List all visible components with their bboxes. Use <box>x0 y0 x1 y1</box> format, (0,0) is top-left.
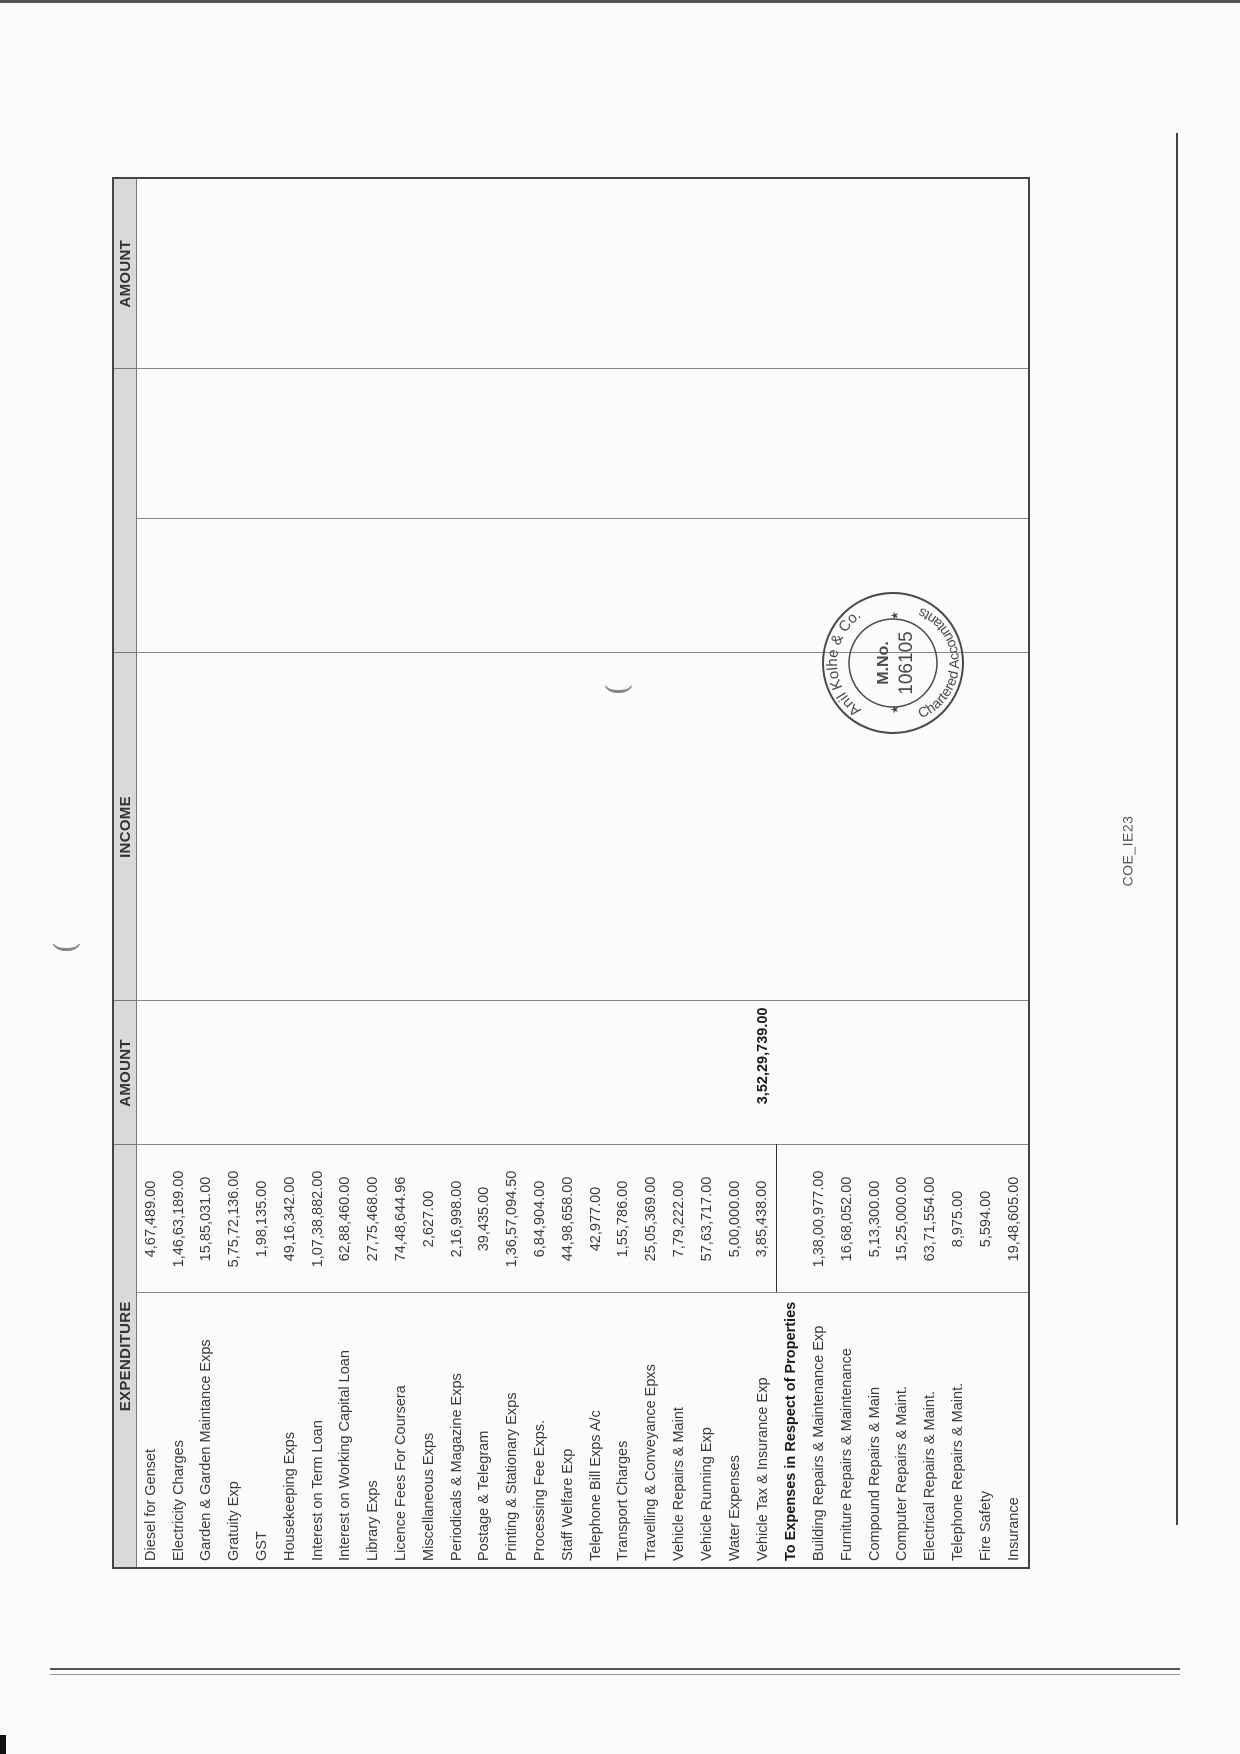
income-amount-cell <box>637 369 665 519</box>
income-cell <box>165 653 193 1001</box>
income-total-cell <box>1000 178 1029 369</box>
expense-amount: 1,07,38,882.00 <box>304 1145 332 1293</box>
expense-label: GST <box>248 1293 276 1568</box>
expense-amount: 5,75,72,136.00 <box>220 1145 248 1293</box>
income-amount-cell <box>498 519 526 653</box>
expense-amount: 1,38,00,977.00 <box>805 1145 833 1293</box>
income-cell <box>137 653 165 1001</box>
income-amount-cell <box>193 519 221 653</box>
expense-total <box>165 1001 193 1145</box>
income-total-cell <box>805 178 833 369</box>
income-amount-cell <box>721 519 749 653</box>
expense-label: Building Repairs & Maintenance Exp <box>805 1293 833 1568</box>
table-row <box>359 178 387 1568</box>
income-amount-cell <box>220 519 248 653</box>
seal-star-right: ★ <box>890 611 901 620</box>
expense-label: Diesel for Genset <box>137 1293 165 1568</box>
income-amount-cell <box>359 369 387 519</box>
expense-amount: 42,977.00 <box>582 1145 610 1293</box>
expense-label: Postage & Telegram <box>471 1293 499 1568</box>
expense-label: Gratuity Exp <box>220 1293 248 1568</box>
expense-amount: 5,00,000.00 <box>721 1145 749 1293</box>
expense-total <box>693 1001 721 1145</box>
table-row <box>137 178 165 1568</box>
table-row <box>554 178 582 1568</box>
income-amount-cell <box>889 369 917 519</box>
expense-total <box>332 1001 360 1145</box>
table-row <box>861 178 889 1568</box>
income-amount-cell <box>165 519 193 653</box>
income-amount-cell <box>554 519 582 653</box>
income-total-cell <box>165 178 193 369</box>
expense-total <box>665 1001 693 1145</box>
table-row <box>665 178 693 1568</box>
income-amount-cell <box>304 369 332 519</box>
expense-label: Staff Welfare Exp <box>554 1293 582 1568</box>
expense-amount: 19,48,605.00 <box>1000 1145 1029 1293</box>
ledger-table <box>112 177 1030 1569</box>
income-total-cell <box>387 178 415 369</box>
income-total-cell <box>248 178 276 369</box>
income-cell <box>415 653 443 1001</box>
income-total-cell <box>916 178 944 369</box>
expense-total <box>805 1001 833 1145</box>
expense-label: Interest on Working Capital Loan <box>332 1293 360 1568</box>
income-amount-cell <box>526 519 554 653</box>
expense-label: Printing & Stationary Exps <box>498 1293 526 1568</box>
expense-label: Telephone Bill Exps A/c <box>582 1293 610 1568</box>
income-total-cell <box>471 178 499 369</box>
income-total-cell <box>777 178 805 369</box>
income-cell <box>554 653 582 1001</box>
expense-total <box>248 1001 276 1145</box>
expense-amount: 4,67,489.00 <box>137 1145 165 1293</box>
expense-amount: 62,88,460.00 <box>332 1145 360 1293</box>
header-amount-right-blank <box>113 369 137 653</box>
expense-amount: 1,55,786.00 <box>610 1145 638 1293</box>
expense-label: Telephone Repairs & Maint. <box>944 1293 972 1568</box>
table-row <box>582 178 610 1568</box>
income-amount-cell <box>415 519 443 653</box>
seal-mno: M.No. <box>875 641 892 685</box>
income-amount-cell <box>387 369 415 519</box>
expense-total <box>220 1001 248 1145</box>
expense-label: Miscellaneous Exps <box>415 1293 443 1568</box>
income-amount-cell <box>861 369 889 519</box>
table-row <box>193 178 221 1568</box>
income-total-cell <box>861 178 889 369</box>
income-cell <box>972 653 1000 1001</box>
expense-amount: 57,63,717.00 <box>693 1145 721 1293</box>
expense-total: 3,52,29,739.00 <box>749 1001 777 1145</box>
expense-total <box>276 1001 304 1145</box>
income-amount-cell <box>554 369 582 519</box>
income-cell <box>610 653 638 1001</box>
expense-amount: 27,75,468.00 <box>359 1145 387 1293</box>
expense-total <box>637 1001 665 1145</box>
income-total-cell <box>276 178 304 369</box>
punch-hole-mark: ( <box>600 683 636 696</box>
income-amount-cell <box>833 369 861 519</box>
income-amount-cell <box>165 369 193 519</box>
table-row <box>637 178 665 1568</box>
income-total-cell <box>415 178 443 369</box>
expense-label: Insurance <box>1000 1293 1029 1568</box>
expense-amount: 39,435.00 <box>471 1145 499 1293</box>
income-cell <box>526 653 554 1001</box>
page-bottom-rule <box>50 1668 1180 1670</box>
income-total-cell <box>972 178 1000 369</box>
income-cell <box>1000 653 1029 1001</box>
expense-total <box>972 1001 1000 1145</box>
expense-label: To Expenses in Respect of Properties <box>777 1293 805 1568</box>
income-amount-cell <box>332 519 360 653</box>
table-row <box>276 178 304 1568</box>
income-amount-cell <box>137 369 165 519</box>
expense-label: Furniture Repairs & Maintenance <box>833 1293 861 1568</box>
table-row <box>471 178 499 1568</box>
income-amount-cell <box>443 519 471 653</box>
income-amount-cell <box>693 519 721 653</box>
expense-label: Vehicle Tax & Insurance Exp <box>749 1293 777 1568</box>
table-row <box>387 178 415 1568</box>
expense-amount <box>777 1145 805 1293</box>
income-amount-cell <box>248 519 276 653</box>
expense-amount: 1,36,57,094.50 <box>498 1145 526 1293</box>
income-amount-cell <box>972 369 1000 519</box>
expense-label: Periodicals & Magazine Exps <box>443 1293 471 1568</box>
chartered-accountant-seal <box>820 590 966 736</box>
income-amount-cell <box>137 519 165 653</box>
page-bottom-rule-faint <box>50 1674 1180 1675</box>
expense-total <box>861 1001 889 1145</box>
income-amount-cell <box>415 369 443 519</box>
expense-total <box>443 1001 471 1145</box>
header-amount-right: AMOUNT <box>113 178 137 369</box>
income-cell <box>665 653 693 1001</box>
income-amount-cell <box>526 369 554 519</box>
income-cell <box>721 653 749 1001</box>
income-total-cell <box>637 178 665 369</box>
income-total-cell <box>582 178 610 369</box>
expense-total <box>471 1001 499 1145</box>
expense-total <box>554 1001 582 1145</box>
income-amount-cell <box>944 369 972 519</box>
table-row <box>304 178 332 1568</box>
expense-label: Transport Charges <box>610 1293 638 1568</box>
expense-amount: 1,98,135.00 <box>248 1145 276 1293</box>
income-total-cell <box>193 178 221 369</box>
income-amount-cell <box>498 369 526 519</box>
document-code: COE_IE23 <box>1119 815 1136 887</box>
income-amount-cell <box>777 369 805 519</box>
income-total-cell <box>665 178 693 369</box>
income-amount-cell <box>637 519 665 653</box>
expense-total <box>1000 1001 1029 1145</box>
income-total-cell <box>526 178 554 369</box>
income-cell <box>276 653 304 1001</box>
expense-amount: 15,85,031.00 <box>193 1145 221 1293</box>
table-row <box>972 178 1000 1568</box>
expense-total <box>777 1001 805 1145</box>
income-total-cell <box>304 178 332 369</box>
income-amount-cell <box>916 369 944 519</box>
expense-total <box>415 1001 443 1145</box>
income-expenditure-table <box>112 179 1021 1569</box>
expense-total <box>359 1001 387 1145</box>
punch-hole-mark: ( <box>48 941 84 954</box>
table-row <box>443 178 471 1568</box>
scan-top-edge <box>0 0 1240 3</box>
table-row <box>749 178 777 1568</box>
income-total-cell <box>944 178 972 369</box>
table-row <box>165 178 193 1568</box>
expense-amount: 6,84,904.00 <box>526 1145 554 1293</box>
header-income: INCOME <box>113 653 137 1001</box>
expense-total <box>833 1001 861 1145</box>
table-row <box>220 178 248 1568</box>
income-amount-cell <box>193 369 221 519</box>
expense-total <box>304 1001 332 1145</box>
income-total-cell <box>137 178 165 369</box>
income-amount-cell <box>665 519 693 653</box>
income-total-cell <box>554 178 582 369</box>
income-amount-cell <box>1000 519 1029 653</box>
table-row <box>332 178 360 1568</box>
expense-amount: 16,68,052.00 <box>833 1145 861 1293</box>
expense-total <box>137 1001 165 1145</box>
expense-total <box>610 1001 638 1145</box>
expense-label: Processing Fee Exps. <box>526 1293 554 1568</box>
income-cell <box>471 653 499 1001</box>
income-amount-cell <box>582 519 610 653</box>
income-total-cell <box>693 178 721 369</box>
income-total-cell <box>889 178 917 369</box>
expense-total <box>193 1001 221 1145</box>
expense-amount: 5,13,300.00 <box>861 1145 889 1293</box>
expense-label: Licence Fees For Coursera <box>387 1293 415 1568</box>
table-row <box>944 178 972 1568</box>
table-row <box>777 178 805 1568</box>
income-total-cell <box>833 178 861 369</box>
expense-total <box>582 1001 610 1145</box>
income-total-cell <box>498 178 526 369</box>
expense-label: Library Exps <box>359 1293 387 1568</box>
income-amount-cell <box>248 369 276 519</box>
income-cell <box>637 653 665 1001</box>
table-row <box>526 178 554 1568</box>
expense-label: Computer Repairs & Maint. <box>889 1293 917 1568</box>
header-expenditure: EXPENDITURE <box>113 1145 137 1568</box>
income-amount-cell <box>777 519 805 653</box>
income-amount-cell <box>471 519 499 653</box>
income-cell <box>220 653 248 1001</box>
expense-label: Compound Repairs & Main <box>861 1293 889 1568</box>
table-row <box>889 178 917 1568</box>
income-amount-cell <box>220 369 248 519</box>
table-row <box>833 178 861 1568</box>
income-cell <box>777 653 805 1001</box>
income-total-cell <box>359 178 387 369</box>
income-cell <box>498 653 526 1001</box>
income-amount-cell <box>304 519 332 653</box>
table-row <box>498 178 526 1568</box>
expense-amount: 5,594.00 <box>972 1145 1000 1293</box>
income-total-cell <box>332 178 360 369</box>
income-cell <box>443 653 471 1001</box>
expense-label: Fire Safety <box>972 1293 1000 1568</box>
expense-amount: 15,25,000.00 <box>889 1145 917 1293</box>
seal-ring-bottom: Chartered Accountants <box>915 604 963 722</box>
expense-label: Garden & Garden Maintance Exps <box>193 1293 221 1568</box>
income-amount-cell <box>721 369 749 519</box>
expense-total <box>944 1001 972 1145</box>
seal-star-left: ★ <box>890 705 901 714</box>
seal-ring-top: Anil Kolhe & Co. <box>823 606 865 720</box>
header-amount-left: AMOUNT <box>113 1001 137 1145</box>
income-cell <box>304 653 332 1001</box>
income-cell <box>693 653 721 1001</box>
expense-amount: 1,46,63,189.00 <box>165 1145 193 1293</box>
income-amount-cell <box>610 369 638 519</box>
expense-label: Interest on Term Loan <box>304 1293 332 1568</box>
income-cell <box>582 653 610 1001</box>
income-total-cell <box>443 178 471 369</box>
expense-label: Water Expenses <box>721 1293 749 1568</box>
table-row <box>610 178 638 1568</box>
table-row <box>1000 178 1029 1568</box>
expense-total <box>916 1001 944 1145</box>
table-row <box>415 178 443 1568</box>
expense-amount: 8,975.00 <box>944 1145 972 1293</box>
income-total-cell <box>749 178 777 369</box>
income-amount-cell <box>1000 369 1029 519</box>
income-amount-cell <box>749 369 777 519</box>
expense-amount: 49,16,342.00 <box>276 1145 304 1293</box>
income-amount-cell <box>276 519 304 653</box>
income-amount-cell <box>387 519 415 653</box>
income-total-cell <box>610 178 638 369</box>
expense-amount: 74,48,644.96 <box>387 1145 415 1293</box>
expense-amount: 3,85,438.00 <box>749 1145 777 1293</box>
expense-amount: 25,05,369.00 <box>637 1145 665 1293</box>
income-amount-cell <box>693 369 721 519</box>
table-row <box>693 178 721 1568</box>
income-cell <box>332 653 360 1001</box>
income-amount-cell <box>332 369 360 519</box>
expense-amount: 44,98,658.00 <box>554 1145 582 1293</box>
income-total-cell <box>220 178 248 369</box>
income-cell <box>248 653 276 1001</box>
expense-amount: 2,16,998.00 <box>443 1145 471 1293</box>
page-right-rule <box>1176 133 1178 1525</box>
income-amount-cell <box>471 369 499 519</box>
expense-total <box>498 1001 526 1145</box>
income-amount-cell <box>276 369 304 519</box>
income-amount-cell <box>972 519 1000 653</box>
income-amount-cell <box>582 369 610 519</box>
income-amount-cell <box>610 519 638 653</box>
expense-total <box>387 1001 415 1145</box>
table-row <box>916 178 944 1568</box>
expense-amount: 63,71,554.00 <box>916 1145 944 1293</box>
expense-label: Electrical Repairs & Maint. <box>916 1293 944 1568</box>
income-cell <box>193 653 221 1001</box>
expense-label: Vehicle Repairs & Maint <box>665 1293 693 1568</box>
income-total-cell <box>721 178 749 369</box>
scan-left-mark <box>0 1735 6 1754</box>
expense-total <box>889 1001 917 1145</box>
expense-amount: 7,79,222.00 <box>665 1145 693 1293</box>
expense-total <box>721 1001 749 1145</box>
income-amount-cell <box>359 519 387 653</box>
expense-label: Electricity Charges <box>165 1293 193 1568</box>
income-cell <box>359 653 387 1001</box>
expense-label: Housekeeping Exps <box>276 1293 304 1568</box>
expense-amount: 2,627.00 <box>415 1145 443 1293</box>
income-cell <box>749 653 777 1001</box>
expense-total <box>526 1001 554 1145</box>
table-row <box>721 178 749 1568</box>
table-row <box>248 178 276 1568</box>
expense-label: Vehicle Running Exp <box>693 1293 721 1568</box>
income-cell <box>387 653 415 1001</box>
income-amount-cell <box>749 519 777 653</box>
income-amount-cell <box>805 369 833 519</box>
table-row <box>805 178 833 1568</box>
expense-label: Travelling & Conveyance Epxs <box>637 1293 665 1568</box>
income-amount-cell <box>443 369 471 519</box>
seal-number: 106105 <box>896 631 917 695</box>
income-amount-cell <box>665 369 693 519</box>
